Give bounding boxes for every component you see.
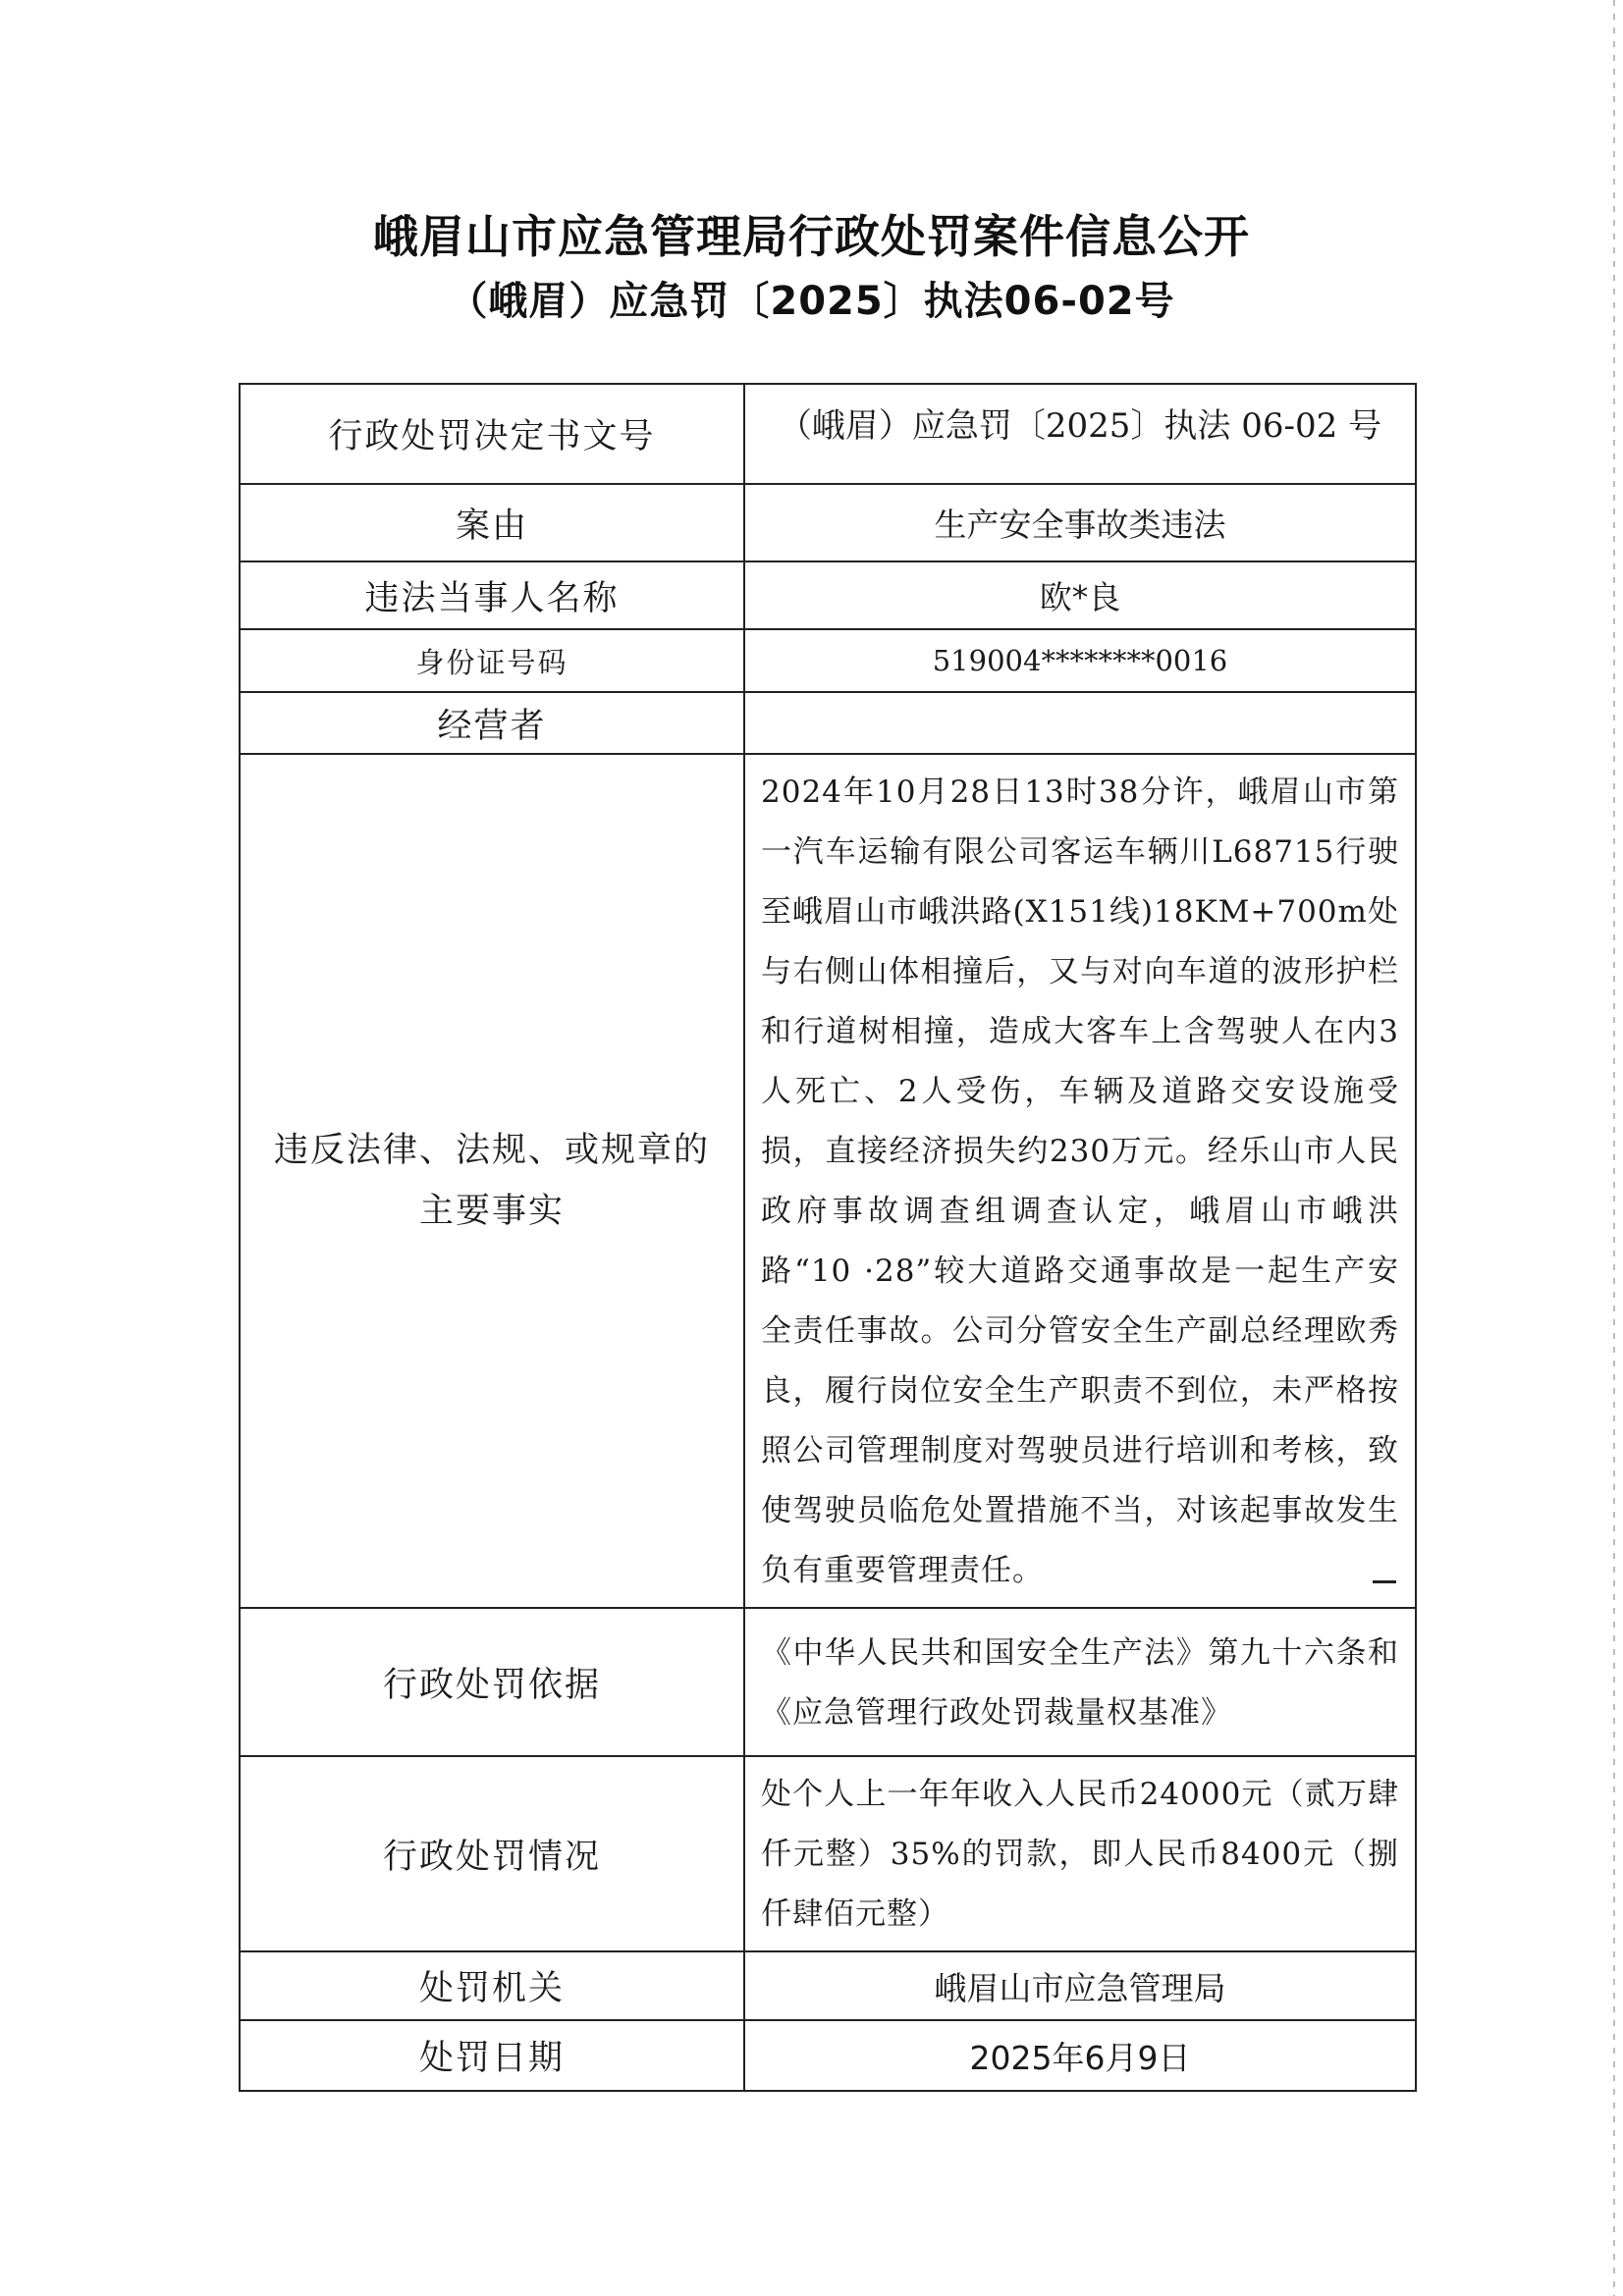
row-value-party-name: 欧*良 <box>744 561 1416 629</box>
row-value-decision-number: （峨眉）应急罚〔2025〕执法 06-02 号 <box>744 384 1416 484</box>
scan-dash-mark <box>1373 1580 1396 1583</box>
row-value-penalty-details: 处个人上一年年收入人民币24000元（贰万肆仟元整）35%的罚款，即人民币8400元（捌仟肆佰元整） <box>744 1756 1416 1951</box>
row-label-main-facts: 违反法律、法规、或规章的主要事实 <box>240 754 744 1608</box>
scan-edge-mark <box>1613 0 1615 2296</box>
row-label-penalty-details: 行政处罚情况 <box>240 1756 744 1951</box>
row-label-decision-number: 行政处罚决定书文号 <box>240 384 744 484</box>
row-label-penalty-date: 处罚日期 <box>240 2020 744 2091</box>
table-row <box>240 629 1416 692</box>
row-value-id-number: 519004********0016 <box>744 629 1416 692</box>
row-label-penalty-authority: 处罚机关 <box>240 1951 744 2020</box>
row-label-operator: 经营者 <box>240 692 744 754</box>
document-title: 峨眉山市应急管理局行政处罚案件信息公开 <box>373 210 1250 263</box>
table-row <box>240 692 1416 754</box>
row-label-party-name: 违法当事人名称 <box>240 561 744 629</box>
row-label-id-number: 身份证号码 <box>240 629 744 692</box>
table-row <box>240 384 1416 484</box>
table-row <box>240 1756 1416 1951</box>
table-row <box>240 484 1416 561</box>
row-value-main-facts: 2024年10月28日13时38分许，峨眉山市第一汽车运输有限公司客运车辆川L68715行驶至峨眉山市峨洪路(X151线)18KM+700m处与右侧山体相撞后，又与对向车道的波形护栏和行道树相撞，造成大客车上含驾驶人在内3人死亡、2人受伤，车辆及道路交安设施受损，直接经济损失约230万元。经乐山市人民政府事故调查组调查认定，峨眉山市峨洪路“10 ·28”较大道路交通事故是一起生产安全责任事故。公司分管安全生产副总经理欧秀良，履行岗位安全生产职责不到位，未严格按照公司管理制度对驾驶员进行培训和考核，致使驾驶员临危处置措施不当，对该起事故发生负有重要管理责任。 <box>744 754 1416 1608</box>
row-value-legal-basis: 《中华人民共和国安全生产法》第九十六条和《应急管理行政处罚裁量权基准》 <box>744 1608 1416 1756</box>
row-value-penalty-authority: 峨眉山市应急管理局 <box>744 1951 1416 2020</box>
row-value-case-cause: 生产安全事故类违法 <box>744 484 1416 561</box>
row-value-operator <box>744 692 1416 754</box>
table-row <box>240 1608 1416 1756</box>
table-row <box>240 1951 1416 2020</box>
row-label-case-cause: 案由 <box>240 484 744 561</box>
table-row <box>240 561 1416 629</box>
table-row <box>240 754 1416 1608</box>
row-label-legal-basis: 行政处罚依据 <box>240 1608 744 1756</box>
table-row <box>240 2020 1416 2091</box>
row-value-penalty-date: 2025年6月9日 <box>744 2020 1416 2091</box>
document-subtitle: （峨眉）应急罚〔2025〕执法06-02号 <box>448 279 1175 324</box>
penalty-info-table <box>239 383 1417 2092</box>
